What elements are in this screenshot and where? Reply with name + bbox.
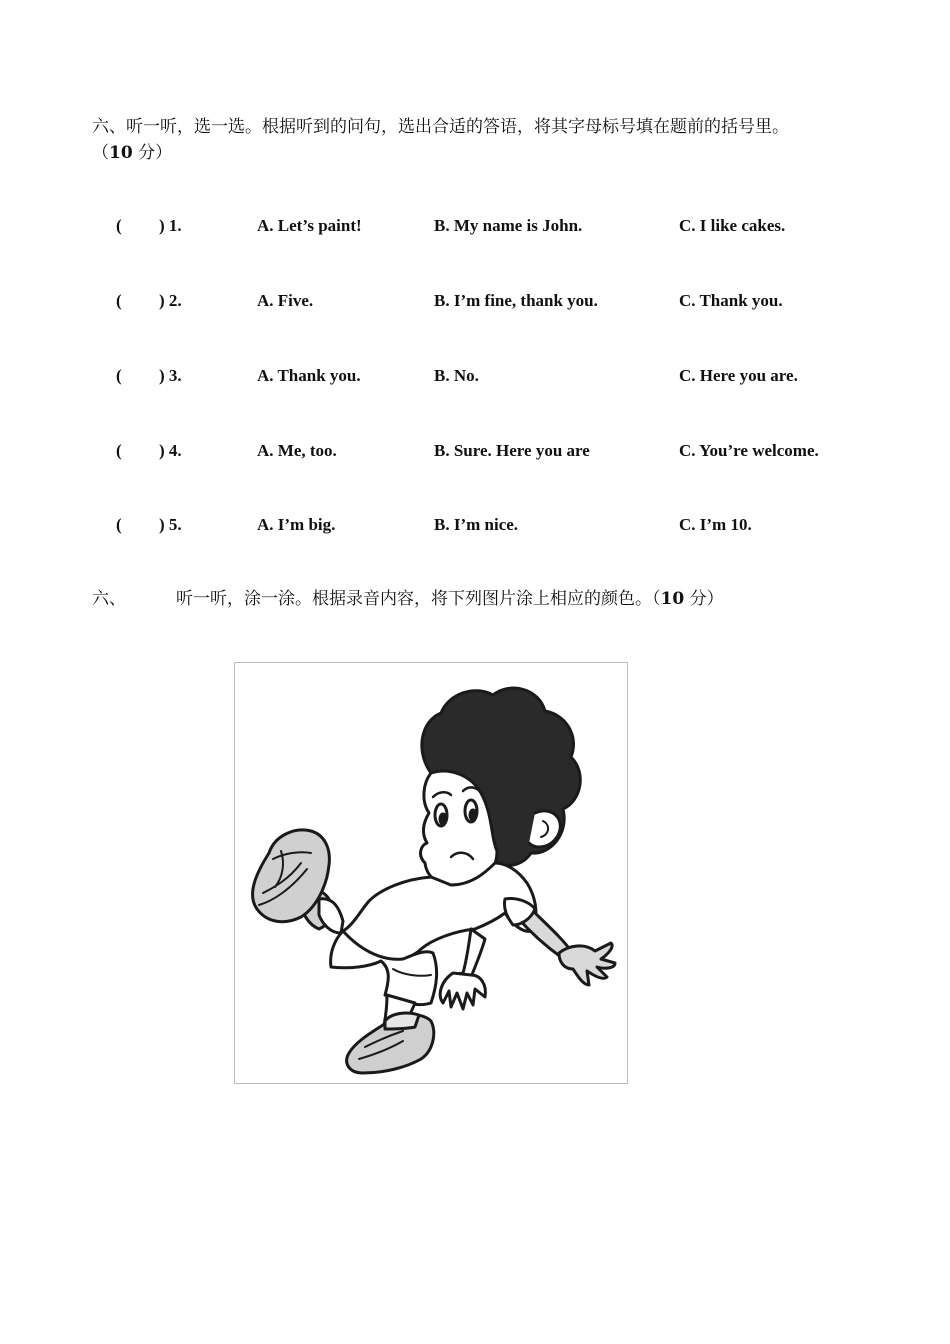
option-b: B. Sure. Here you are	[434, 441, 590, 460]
section-1-instruction	[92, 114, 882, 166]
option-a: A. Let’s paint!	[257, 216, 362, 235]
option-a: A. Me, too.	[257, 441, 337, 460]
coloring-picture	[234, 662, 628, 1084]
section-2-instruction	[92, 586, 724, 612]
answer-bracket[interactable]: (	[116, 291, 122, 310]
section-2-score-close: 分）	[689, 589, 724, 609]
section-2-title: 听一听，涂一涂。根据录音内容，将下列图片涂上相应的颜色。（	[176, 589, 661, 609]
right-hand	[559, 943, 615, 985]
option-a: A. Five.	[257, 291, 314, 310]
question-row-1	[0, 216, 950, 240]
question-row-5	[0, 515, 950, 539]
option-c: C. You’re welcome.	[679, 441, 819, 460]
answer-bracket[interactable]: (	[116, 366, 122, 385]
option-a: A. I’m big.	[257, 515, 336, 534]
question-number: ) 2.	[159, 291, 182, 310]
question-row-2	[0, 291, 950, 315]
section-1-score-close: 分）	[138, 143, 173, 163]
section-1-score: 10	[109, 143, 133, 163]
option-b: B. I’m fine, thank you.	[434, 291, 598, 310]
question-number: ) 3.	[159, 366, 182, 385]
answer-bracket[interactable]: (	[116, 515, 122, 534]
section-1-score-open: （	[92, 143, 109, 163]
question-number: ) 1.	[159, 216, 182, 235]
option-b: B. No.	[434, 366, 479, 385]
question-number: ) 5.	[159, 515, 182, 534]
section-2-score: 10	[660, 589, 685, 609]
right-sock	[385, 1013, 419, 1029]
section-2-number: 六、	[92, 589, 126, 609]
answer-bracket[interactable]: (	[116, 441, 122, 460]
option-b: B. I’m nice.	[434, 515, 519, 534]
answer-bracket[interactable]: (	[116, 216, 122, 235]
option-a: A. Thank you.	[257, 366, 361, 385]
section-1-title: 六、听一听，选一选。根据听到的问句，选出合适的答语，将其字母标号填在题前的括号里。	[92, 117, 789, 137]
question-row-4	[0, 441, 950, 465]
option-c: C. Here you are.	[679, 366, 798, 385]
question-number: ) 4.	[159, 441, 182, 460]
option-c: C. Thank you.	[679, 291, 783, 310]
boy-kicking-illustration	[235, 663, 627, 1083]
option-c: C. I like cakes.	[679, 216, 786, 235]
question-row-3	[0, 366, 950, 390]
left-hand	[440, 973, 485, 1009]
option-b: B. My name is John.	[434, 216, 583, 235]
option-c: C. I’m 10.	[679, 515, 752, 534]
